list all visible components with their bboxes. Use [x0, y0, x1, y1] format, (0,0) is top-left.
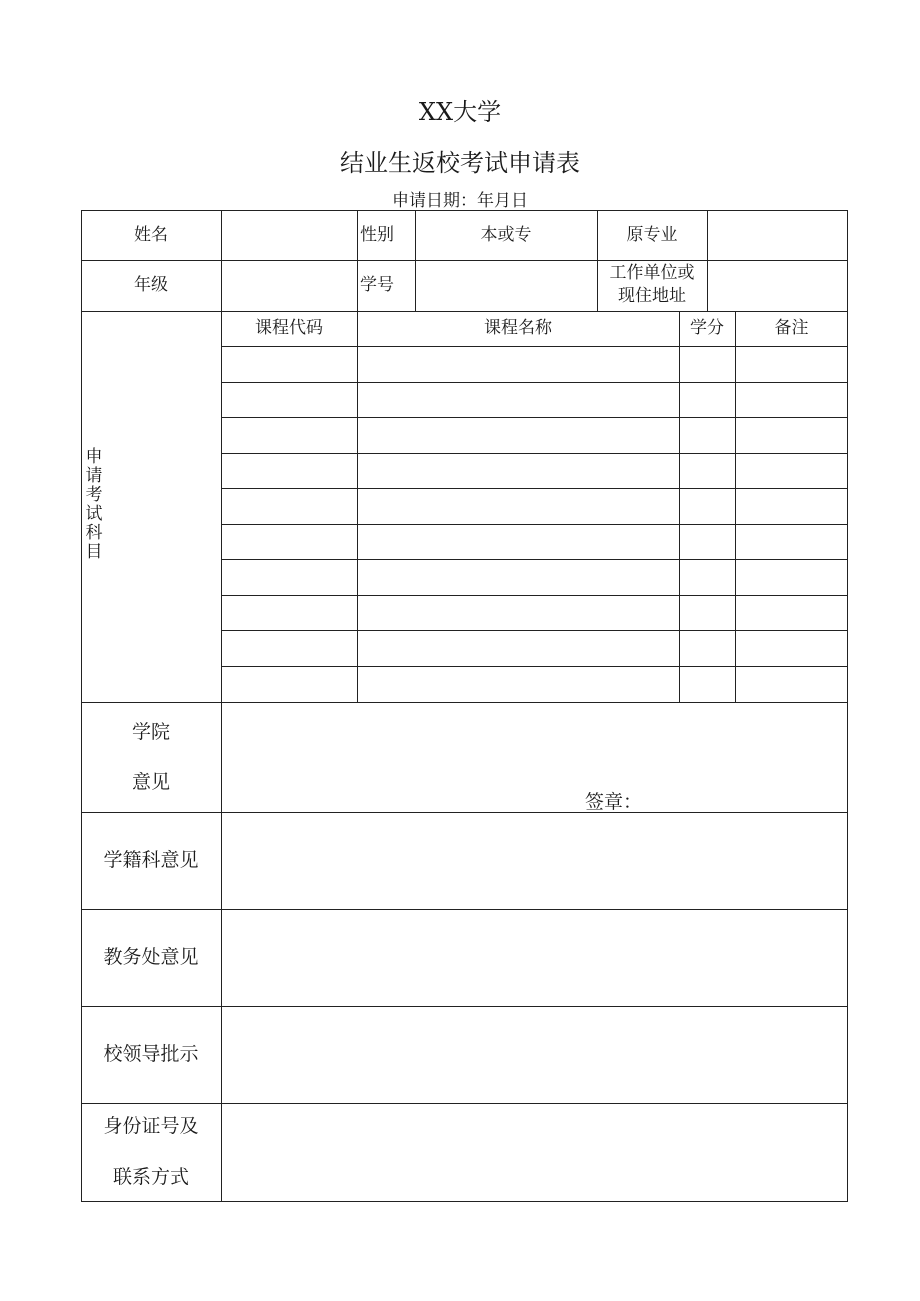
- course-row-divider: [221, 346, 848, 347]
- course-row-divider: [221, 488, 848, 489]
- course-row-divider: [221, 417, 848, 418]
- form-title: 结业生返校考试申请表: [340, 149, 580, 177]
- degree-level-value: 本或专: [480, 224, 532, 245]
- college-opinion-label-line2: 意见: [131, 771, 170, 794]
- original-major-field[interactable]: [707, 210, 848, 260]
- course-row-divider: [221, 382, 848, 383]
- name-label: 姓名: [134, 224, 168, 245]
- application-date-line: 申请日期：年月日: [392, 191, 528, 211]
- grade-label: 年级: [134, 275, 168, 296]
- course-row-divider: [221, 595, 848, 596]
- college-signature-label: 签章：: [585, 791, 643, 813]
- course-name-header: 课程名称: [484, 318, 552, 339]
- university-name: XX大学: [418, 98, 502, 126]
- academic-affairs-opinion-field[interactable]: [221, 909, 848, 1006]
- column-divider: [357, 311, 358, 702]
- work-address-label: [597, 262, 707, 311]
- work-address-label-line1: 工作单位或: [609, 263, 695, 283]
- course-code-header: 课程代码: [255, 318, 323, 339]
- id-contact-label-line2: 联系方式: [112, 1166, 189, 1189]
- remarks-header: 备注: [774, 318, 809, 339]
- id-contact-field[interactable]: [221, 1103, 848, 1202]
- course-row-divider: [221, 666, 848, 667]
- work-address-label-line2: 现住地址: [618, 285, 686, 306]
- course-row-divider: [221, 524, 848, 525]
- college-opinion-field[interactable]: [221, 702, 848, 812]
- registry-opinion-label: 学籍科意见: [103, 848, 199, 871]
- work-address-field[interactable]: [707, 260, 848, 311]
- column-divider: [679, 311, 680, 702]
- credits-header: 学分: [690, 318, 724, 339]
- academic-affairs-opinion-label: 教务处意见: [103, 945, 199, 968]
- column-divider: [735, 311, 736, 702]
- school-leader-approval-label: 校领导批示: [103, 1042, 199, 1065]
- gender-label: 性别: [360, 224, 394, 245]
- course-row-divider: [221, 453, 848, 454]
- grade-field[interactable]: [221, 260, 357, 311]
- course-row-divider: [221, 559, 848, 560]
- name-field[interactable]: [221, 210, 357, 260]
- student-id-label: 学号: [360, 275, 394, 296]
- student-id-field[interactable]: [415, 260, 597, 311]
- original-major-label: 原专业: [626, 224, 678, 245]
- college-opinion-label-line1: 学院: [131, 721, 170, 744]
- exam-subjects-label: 申请考试科目: [85, 447, 103, 562]
- registry-opinion-field[interactable]: [221, 812, 848, 909]
- course-row-divider: [221, 630, 848, 631]
- id-contact-label-line1: 身份证号及: [103, 1115, 199, 1138]
- school-leader-approval-field[interactable]: [221, 1006, 848, 1103]
